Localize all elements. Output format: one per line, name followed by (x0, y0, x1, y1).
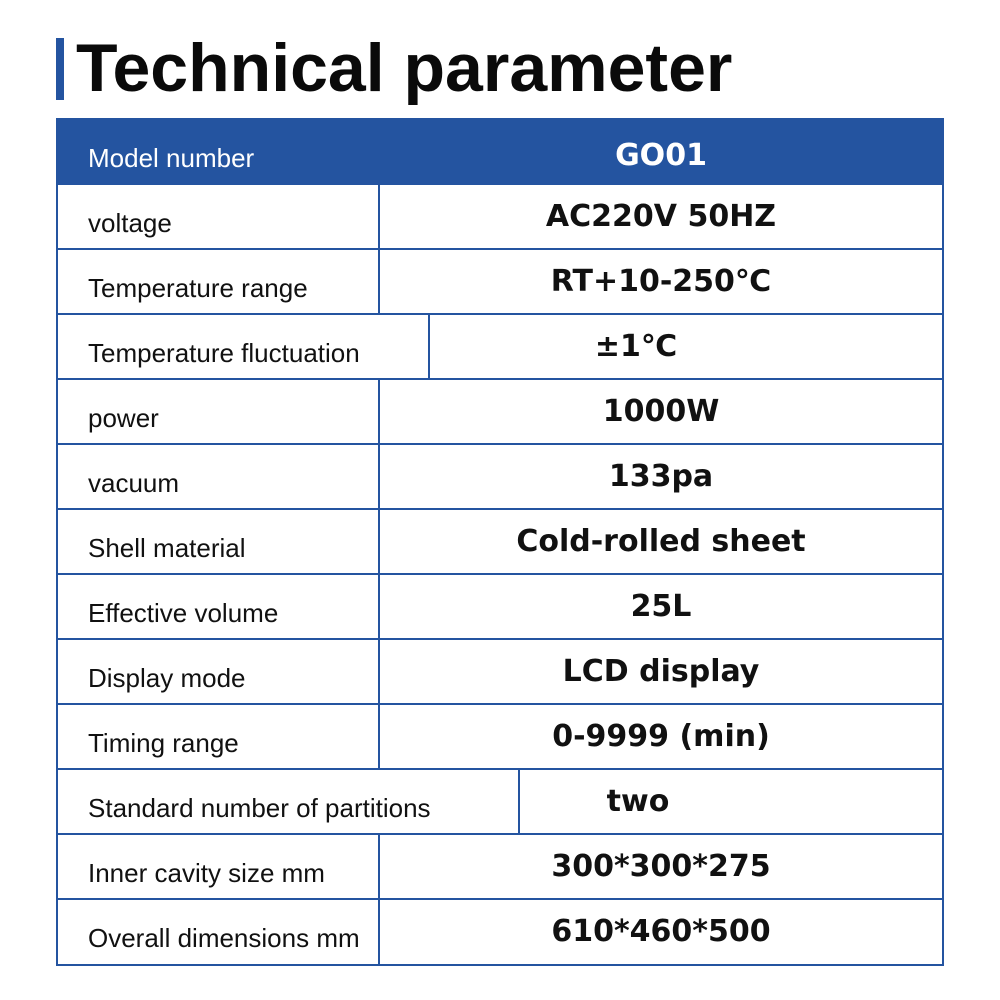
page-title: Technical parameter (76, 30, 733, 106)
table-row-timing-range (58, 705, 942, 770)
row-value: 610*460*500 (551, 914, 771, 949)
table-row-model-number (58, 120, 942, 185)
row-value: Cold-rolled sheet (516, 524, 806, 559)
row-label: vacuum (88, 468, 180, 498)
row-label: Standard number of partitions (88, 793, 431, 823)
table-row-temperature-fluctuation (58, 315, 942, 380)
row-label: Temperature fluctuation (88, 338, 360, 368)
table-row-effective-volume (58, 575, 942, 640)
table-row-standard-partitions (58, 770, 942, 835)
table-row-display-mode (58, 640, 942, 705)
row-label: Effective volume (88, 598, 279, 628)
row-label: Shell material (88, 533, 246, 563)
spec-table (56, 118, 944, 966)
row-label: voltage (88, 208, 172, 238)
row-value: 1000W (602, 394, 720, 429)
row-value: LCD display (562, 654, 760, 689)
table-row-overall-dimensions (58, 900, 942, 965)
row-value: 133pa (608, 459, 714, 494)
row-label: Inner cavity size mm (88, 858, 325, 888)
table-row-voltage (58, 185, 942, 250)
row-value: two (606, 784, 670, 819)
table-row-temperature-range (58, 250, 942, 315)
row-label: Display mode (88, 663, 246, 693)
row-value: AC220V 50HZ (545, 199, 777, 234)
row-value: RT+10-250℃ (550, 264, 772, 299)
row-label: Temperature range (88, 273, 308, 303)
title-accent-bar (56, 38, 64, 100)
row-label: Overall dimensions mm (88, 923, 360, 953)
row-value: 0-9999 (min) (552, 719, 770, 754)
row-value: ±1℃ (594, 329, 678, 364)
row-label: Timing range (88, 728, 239, 758)
row-label: power (88, 403, 159, 433)
row-value: GO01 (615, 138, 707, 173)
table-row-inner-cavity-size (58, 835, 942, 900)
table-row-power (58, 380, 942, 445)
row-value: 25L (630, 589, 692, 624)
row-label: Model number (88, 143, 255, 173)
table-row-shell-material (58, 510, 942, 575)
row-value: 300*300*275 (551, 849, 771, 884)
table-row-vacuum (58, 445, 942, 510)
